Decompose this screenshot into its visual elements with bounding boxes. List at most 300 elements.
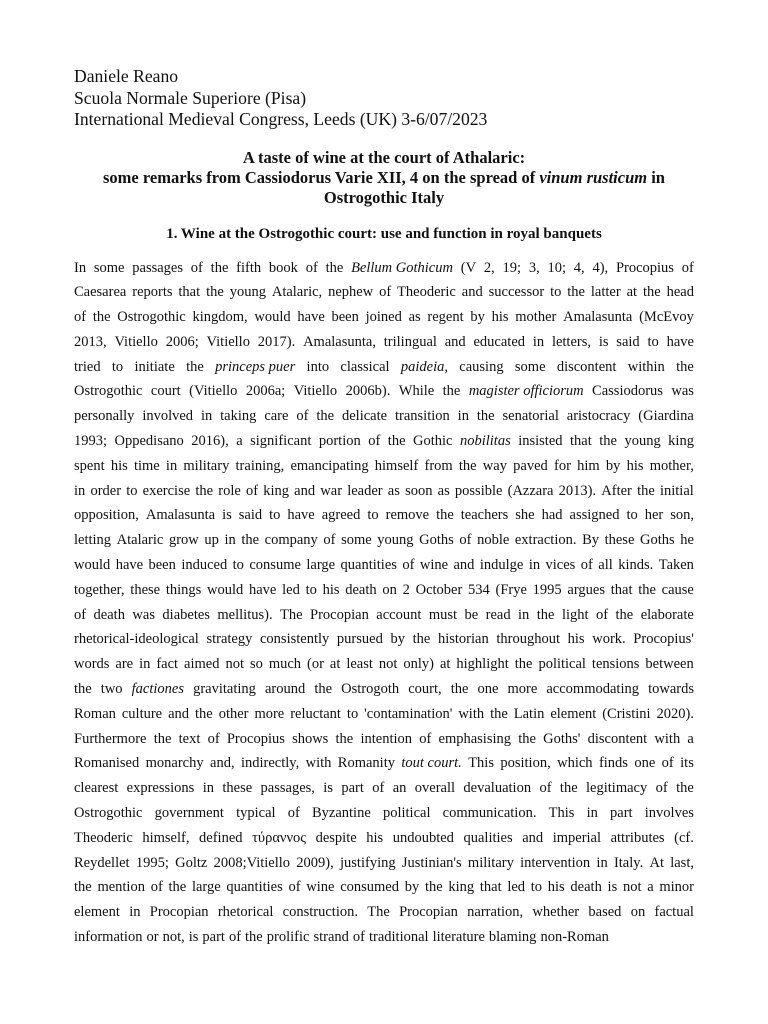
word: work. bbox=[592, 631, 626, 648]
word: In bbox=[74, 259, 87, 276]
word: personally bbox=[74, 408, 135, 425]
body-line bbox=[74, 652, 694, 677]
word: Ostrogothic bbox=[117, 309, 186, 326]
word: kingdom, bbox=[192, 309, 248, 326]
word: read bbox=[485, 606, 511, 623]
word: 1995; bbox=[135, 854, 169, 871]
word: rhetorical bbox=[217, 904, 274, 921]
word: aristocracy bbox=[566, 408, 631, 425]
word: would bbox=[254, 309, 291, 326]
word: grow bbox=[168, 532, 199, 549]
word: of bbox=[539, 780, 552, 797]
word: agreed bbox=[321, 507, 361, 524]
word: exercise bbox=[142, 482, 191, 499]
body-line bbox=[74, 627, 694, 652]
word: himself, bbox=[142, 829, 190, 846]
word: of bbox=[372, 780, 385, 797]
word: causing bbox=[459, 358, 504, 375]
word: elaborate bbox=[640, 606, 694, 623]
word: the bbox=[536, 606, 555, 623]
word: typical bbox=[236, 805, 276, 822]
word: that bbox=[479, 879, 502, 896]
word: of bbox=[580, 557, 593, 574]
word: expressions bbox=[126, 780, 195, 797]
word: its bbox=[680, 755, 694, 772]
word: he bbox=[680, 532, 694, 549]
word: not bbox=[622, 879, 642, 896]
word: have bbox=[666, 333, 694, 350]
word: historian bbox=[437, 631, 489, 648]
word: 4), bbox=[592, 259, 609, 276]
author-block bbox=[74, 66, 694, 131]
body-line bbox=[74, 305, 694, 330]
word: these bbox=[222, 780, 253, 797]
word: 'contamination' bbox=[364, 705, 453, 722]
word: in bbox=[586, 805, 598, 822]
word: more bbox=[507, 681, 538, 698]
word: diabetes bbox=[162, 606, 210, 623]
word: the bbox=[676, 780, 694, 797]
word: involved bbox=[142, 408, 194, 425]
word: Vitiello bbox=[206, 333, 250, 350]
word: (Cristini bbox=[602, 705, 651, 722]
word: these bbox=[130, 581, 161, 598]
word: remove bbox=[385, 507, 430, 524]
word: fifth bbox=[236, 259, 262, 276]
word: in bbox=[532, 333, 545, 350]
word: 10; bbox=[547, 259, 566, 276]
body-line bbox=[74, 603, 694, 628]
body-line bbox=[74, 578, 694, 603]
word: information bbox=[74, 929, 143, 946]
word: joined bbox=[365, 309, 402, 326]
italic-term: tout court. bbox=[401, 755, 462, 772]
word: finds bbox=[598, 755, 628, 772]
title-line-3: Ostrogothic Italy bbox=[323, 187, 445, 207]
word: Oppedisano bbox=[114, 433, 184, 450]
word: Ostrogothic bbox=[74, 805, 143, 822]
word: Goths bbox=[639, 532, 675, 549]
word: senatorial bbox=[502, 408, 559, 425]
word: head bbox=[666, 284, 694, 301]
word: 2016), bbox=[191, 433, 229, 450]
word: to bbox=[346, 705, 359, 722]
word: tensions bbox=[591, 656, 640, 673]
word: is bbox=[222, 507, 232, 524]
word: Taken bbox=[658, 557, 694, 574]
word: to bbox=[305, 581, 317, 598]
word: court, bbox=[408, 681, 442, 698]
word: accommodating bbox=[546, 681, 639, 698]
word: the bbox=[490, 705, 508, 722]
word: at bbox=[439, 656, 451, 673]
word: his bbox=[567, 631, 585, 648]
word: transition bbox=[394, 408, 450, 425]
word: book bbox=[268, 259, 298, 276]
word: (McEvoy bbox=[639, 309, 694, 326]
word: which bbox=[557, 755, 593, 772]
word: the bbox=[335, 730, 354, 747]
word: in bbox=[518, 606, 530, 623]
word: Goths bbox=[419, 532, 454, 549]
word: together, bbox=[74, 581, 125, 598]
word: some bbox=[93, 259, 125, 276]
word: 2, bbox=[483, 259, 495, 276]
word: Byzantine bbox=[311, 805, 371, 822]
word: these bbox=[604, 532, 635, 549]
word: the bbox=[245, 929, 263, 946]
word: reports bbox=[132, 284, 173, 301]
word: 4, bbox=[573, 259, 585, 276]
word: have bbox=[115, 557, 144, 574]
word: teachers bbox=[460, 507, 509, 524]
word: in bbox=[457, 408, 469, 425]
word: way bbox=[482, 457, 507, 474]
title-line-2-italic: vinum rusticum bbox=[539, 167, 648, 187]
word: she bbox=[515, 507, 535, 524]
word: regent bbox=[427, 309, 464, 326]
word: insisted bbox=[518, 433, 563, 450]
italic-term: factiones bbox=[131, 681, 184, 698]
title-line-1: A taste of wine at the court of Athalaric: bbox=[242, 147, 526, 167]
word: throughout bbox=[496, 631, 561, 648]
word: possible bbox=[454, 482, 503, 499]
word: not, bbox=[162, 929, 185, 946]
word: up bbox=[204, 532, 219, 549]
word: 1993; bbox=[74, 433, 108, 450]
body-line bbox=[74, 553, 694, 578]
word: Procopian bbox=[149, 904, 209, 921]
word: all bbox=[598, 557, 613, 574]
word: the bbox=[599, 433, 617, 450]
word: be bbox=[464, 606, 479, 623]
word: rhetorical-ideological bbox=[74, 631, 199, 648]
word: time bbox=[133, 457, 160, 474]
body-line bbox=[74, 875, 694, 900]
word: in bbox=[74, 482, 86, 499]
word: would bbox=[207, 581, 244, 598]
word: that bbox=[570, 433, 592, 450]
word: her bbox=[644, 507, 664, 524]
word: text bbox=[178, 730, 201, 747]
word: death bbox=[570, 879, 602, 896]
word: 534 bbox=[468, 581, 490, 598]
word: as bbox=[387, 482, 400, 499]
word: as bbox=[408, 309, 421, 326]
word: Latin bbox=[513, 705, 545, 722]
word: other bbox=[218, 705, 249, 722]
word: of bbox=[305, 259, 318, 276]
word: would bbox=[74, 557, 111, 574]
word: passages bbox=[132, 259, 184, 276]
word: consistently bbox=[260, 631, 330, 648]
word: highlight bbox=[456, 656, 509, 673]
word: and bbox=[294, 482, 316, 499]
word: king bbox=[448, 879, 475, 896]
body-line bbox=[74, 256, 694, 281]
word: (or bbox=[307, 656, 324, 673]
word: light bbox=[561, 606, 589, 623]
word: consumed bbox=[340, 879, 399, 896]
word: the bbox=[615, 606, 634, 623]
word: portion bbox=[318, 433, 361, 450]
word: non-Roman bbox=[540, 929, 609, 946]
word: Procopius bbox=[615, 259, 674, 276]
title-line-2-prefix: some remarks from Cassiodorus Varie XII, 4 on the spread of bbox=[103, 167, 536, 187]
word: Caesarea bbox=[74, 284, 127, 301]
word: his bbox=[547, 879, 565, 896]
word: (Frye bbox=[495, 581, 527, 598]
word: 2006a; bbox=[245, 383, 286, 400]
word: Vitiello bbox=[114, 333, 158, 350]
word: around bbox=[264, 681, 306, 698]
word: not bbox=[378, 656, 398, 673]
word: in bbox=[528, 557, 541, 574]
word: in bbox=[224, 532, 236, 549]
word: paved bbox=[513, 457, 548, 474]
word: of bbox=[296, 408, 309, 425]
word: young bbox=[229, 284, 266, 301]
italic-term: paideia, bbox=[400, 358, 448, 375]
word: Amalasunta bbox=[563, 309, 633, 326]
word: the bbox=[92, 309, 111, 326]
body-line bbox=[74, 900, 694, 925]
word: induced bbox=[181, 557, 228, 574]
word: with bbox=[305, 755, 332, 772]
word: of bbox=[74, 606, 87, 623]
word: of bbox=[245, 482, 259, 499]
word: initiate bbox=[134, 358, 175, 375]
word: said bbox=[616, 333, 640, 350]
word: defined bbox=[199, 829, 243, 846]
word: least bbox=[346, 656, 373, 673]
body-line bbox=[74, 826, 694, 851]
word: passages, bbox=[260, 780, 315, 797]
word: construction. bbox=[282, 904, 358, 921]
word: devaluation bbox=[463, 780, 532, 797]
word: for bbox=[554, 457, 571, 474]
word: some bbox=[341, 532, 372, 549]
word: two bbox=[100, 681, 123, 698]
word: cause bbox=[661, 581, 694, 598]
word: a bbox=[647, 879, 654, 896]
word: 2013, bbox=[74, 333, 107, 350]
word: had bbox=[541, 507, 563, 524]
word: the bbox=[325, 259, 344, 276]
word: that bbox=[178, 284, 201, 301]
word: mellitus). bbox=[217, 606, 273, 623]
word: political bbox=[382, 805, 431, 822]
word: Theoderic bbox=[74, 829, 133, 846]
word: to bbox=[232, 557, 244, 574]
word: Goltz bbox=[175, 854, 208, 871]
body-line bbox=[74, 454, 694, 479]
word: (Giardina bbox=[638, 408, 694, 425]
word: by bbox=[404, 879, 420, 896]
word: one bbox=[634, 755, 656, 772]
word: on bbox=[382, 581, 397, 598]
word: by bbox=[605, 457, 621, 474]
word: of bbox=[228, 929, 242, 946]
word: on bbox=[630, 904, 646, 921]
word: his bbox=[491, 309, 509, 326]
word: 2013). bbox=[558, 482, 597, 499]
word: Gothic bbox=[413, 433, 453, 450]
word: led bbox=[507, 879, 526, 896]
word: one bbox=[477, 681, 499, 698]
word: to bbox=[367, 507, 379, 524]
word: part bbox=[202, 929, 225, 946]
body-line bbox=[74, 776, 694, 801]
word: from bbox=[424, 457, 453, 474]
word: to bbox=[269, 507, 281, 524]
word: is bbox=[598, 333, 609, 350]
body-line bbox=[74, 851, 694, 876]
word: strand bbox=[313, 929, 349, 946]
word: the bbox=[442, 383, 461, 400]
word: the bbox=[559, 780, 578, 797]
word: argues bbox=[567, 581, 605, 598]
word: By bbox=[582, 532, 599, 549]
word: Romanised bbox=[74, 755, 140, 772]
word: letting bbox=[74, 532, 112, 549]
word: son, bbox=[670, 507, 694, 524]
word: was bbox=[671, 383, 694, 400]
word: spent bbox=[74, 457, 105, 474]
word: 2 bbox=[402, 581, 410, 598]
body-line bbox=[74, 330, 694, 355]
word: in bbox=[596, 854, 608, 871]
word: nephew bbox=[328, 284, 374, 301]
word: only) bbox=[403, 656, 434, 673]
word: wine bbox=[306, 879, 335, 896]
body-line bbox=[74, 355, 694, 380]
word: to bbox=[550, 284, 562, 301]
word: The bbox=[367, 904, 390, 921]
word: culture bbox=[121, 705, 163, 722]
word: of bbox=[74, 309, 87, 326]
word: prolific bbox=[266, 929, 310, 946]
word: things bbox=[165, 581, 202, 598]
body-paragraph bbox=[74, 256, 694, 950]
word: the bbox=[210, 259, 229, 276]
word: pursued bbox=[336, 631, 383, 648]
word: account bbox=[376, 606, 422, 623]
word: τύραννος bbox=[252, 829, 307, 846]
word: the bbox=[567, 284, 585, 301]
word: in bbox=[165, 457, 178, 474]
section-heading: 1. Wine at the Ostrogothic court: use and function in royal banquets bbox=[166, 225, 602, 242]
word: 3, bbox=[528, 259, 540, 276]
word: tried bbox=[74, 358, 101, 375]
word: the bbox=[153, 730, 172, 747]
word: so bbox=[249, 656, 263, 673]
word: involves bbox=[644, 805, 694, 822]
word: Justinian's bbox=[401, 854, 462, 871]
word: Reydellet bbox=[74, 854, 130, 871]
word: words bbox=[74, 656, 110, 673]
word: overall bbox=[414, 780, 456, 797]
word: that bbox=[610, 581, 633, 598]
word: 2008;Vitiello bbox=[213, 854, 291, 871]
word: October bbox=[415, 581, 463, 598]
word: must bbox=[428, 606, 458, 623]
word: military bbox=[467, 854, 514, 871]
word: aimed bbox=[184, 656, 220, 673]
word: qualities bbox=[463, 829, 513, 846]
word: Cassiodorus bbox=[592, 383, 663, 400]
word: by bbox=[470, 309, 485, 326]
word: fact bbox=[156, 656, 179, 673]
word: of bbox=[190, 259, 203, 276]
word: leader bbox=[347, 482, 383, 499]
word: whether bbox=[532, 904, 580, 921]
word: intention bbox=[360, 730, 413, 747]
word: emancipating bbox=[290, 457, 369, 474]
italic-term: Bellum Gothicum bbox=[351, 259, 453, 276]
word: Italy. bbox=[613, 854, 644, 871]
word: Atalaric, bbox=[271, 284, 323, 301]
word: king bbox=[263, 482, 289, 499]
word: quantities bbox=[226, 879, 283, 896]
word: between bbox=[645, 656, 694, 673]
word: This bbox=[468, 755, 494, 772]
word: initial bbox=[659, 482, 694, 499]
word: in bbox=[202, 780, 214, 797]
word: Vitiello bbox=[293, 383, 338, 400]
word: monarchy bbox=[145, 755, 204, 772]
word: educated bbox=[473, 333, 526, 350]
word: the bbox=[314, 681, 333, 698]
word: mother, bbox=[649, 457, 694, 474]
word: death bbox=[93, 606, 125, 623]
word: last, bbox=[670, 854, 694, 871]
word: by bbox=[390, 631, 405, 648]
word: Amalasunta bbox=[145, 507, 216, 524]
word: the bbox=[186, 358, 204, 375]
word: his bbox=[322, 581, 340, 598]
word: based bbox=[588, 904, 622, 921]
word: the bbox=[168, 879, 187, 896]
word: opposition, bbox=[74, 507, 139, 524]
word: letters, bbox=[551, 333, 591, 350]
word: and, bbox=[210, 755, 235, 772]
word: (cf. bbox=[674, 829, 694, 846]
word: Romanity bbox=[337, 755, 395, 772]
word: the bbox=[458, 457, 477, 474]
word: part bbox=[610, 805, 633, 822]
word: the bbox=[676, 358, 694, 375]
word: within bbox=[627, 358, 665, 375]
word: in bbox=[129, 904, 141, 921]
word: have bbox=[287, 507, 315, 524]
word: (V bbox=[460, 259, 477, 276]
word: to bbox=[530, 879, 543, 896]
word: extraction. bbox=[514, 532, 577, 549]
word: 19; bbox=[502, 259, 522, 276]
paper-title bbox=[74, 148, 694, 208]
word: latter bbox=[590, 284, 621, 301]
word: of bbox=[288, 879, 301, 896]
word: clearest bbox=[74, 780, 119, 797]
word: death bbox=[345, 581, 377, 598]
body-line bbox=[74, 727, 694, 752]
word: Atalaric bbox=[116, 532, 164, 549]
word: gravitating bbox=[193, 681, 256, 698]
word: 2006; bbox=[165, 333, 199, 350]
word: and bbox=[453, 557, 475, 574]
word: much bbox=[268, 656, 302, 673]
